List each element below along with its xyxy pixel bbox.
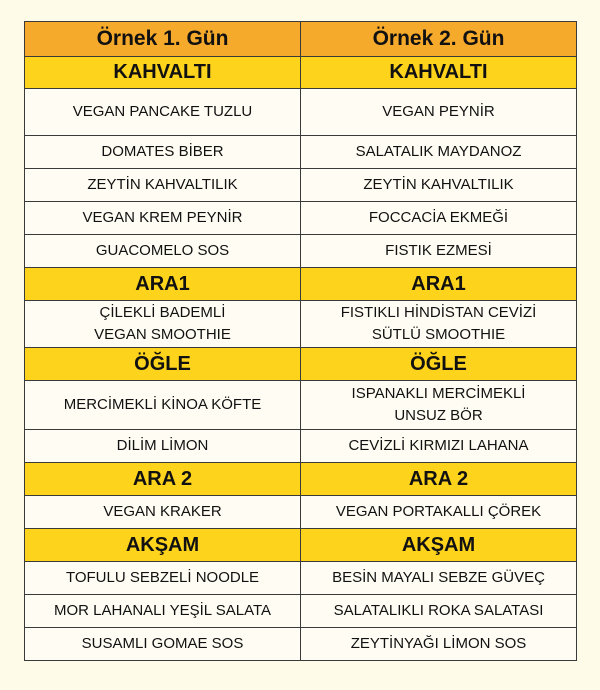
food-item-text: SUSAMLI GOMAE SOS <box>81 635 244 652</box>
food-item-cell <box>25 628 301 661</box>
table-header-row <box>25 22 577 57</box>
food-item-cell <box>25 301 301 348</box>
section-label: ARA 2 <box>408 467 469 490</box>
meal-plan-body <box>25 57 577 661</box>
meal-section-title <box>301 529 577 562</box>
food-item-cell <box>301 562 577 595</box>
food-item-cell <box>301 89 577 136</box>
food-item-row <box>25 89 577 136</box>
food-item-text: DOMATES BİBER <box>101 143 224 160</box>
section-label: ARA 2 <box>132 467 193 490</box>
food-item-cell <box>301 202 577 235</box>
meal-section-row <box>25 529 577 562</box>
food-item-row <box>25 169 577 202</box>
section-label: KAHVALTI <box>113 61 212 83</box>
food-item-cell <box>301 595 577 628</box>
food-item-cell <box>25 235 301 268</box>
meal-section-row <box>25 463 577 496</box>
food-item-row <box>25 562 577 595</box>
section-label: ÖĞLE <box>134 352 191 375</box>
meal-section-title <box>301 348 577 381</box>
food-item-text: SALATALIK MAYDANOZ <box>355 143 522 160</box>
food-item-cell <box>301 136 577 169</box>
meal-section-row <box>25 268 577 301</box>
meal-section-title <box>301 268 577 301</box>
food-item-cell <box>25 595 301 628</box>
meal-plan-table <box>24 21 577 661</box>
food-item-text: TOFULU SEBZELİ NOODLE <box>65 569 260 586</box>
food-item-row <box>25 235 577 268</box>
food-item-text: UNSUZ BÖR <box>394 407 483 424</box>
section-label: KAHVALTI <box>389 61 488 83</box>
food-item-text: VEGAN KREM PEYNİR <box>82 209 243 226</box>
food-item-text: MOR LAHANALI YEŞİL SALATA <box>53 602 272 619</box>
food-item-row <box>25 628 577 661</box>
food-item-text: ZEYTİN KAHVALTILIK <box>363 176 514 193</box>
meal-section-title <box>25 268 301 301</box>
meal-section-row <box>25 57 577 89</box>
food-item-text: CEVİZLİ KIRMIZI LAHANA <box>348 437 529 454</box>
food-item-cell <box>301 628 577 661</box>
food-item-cell <box>25 562 301 595</box>
food-item-text: ZEYTİN KAHVALTILIK <box>87 176 238 193</box>
food-item-row <box>25 381 577 430</box>
day-1-header: Örnek 1. Gün <box>25 22 301 57</box>
food-item-cell <box>301 496 577 529</box>
food-item-cell <box>25 136 301 169</box>
section-label: AKŞAM <box>401 533 476 556</box>
food-item-cell <box>301 381 577 430</box>
section-label: AKŞAM <box>125 533 200 556</box>
food-item-text: DİLİM LİMON <box>116 437 209 454</box>
food-item-text: VEGAN PEYNİR <box>382 103 495 120</box>
food-item-text: GUACOMELO SOS <box>95 242 230 259</box>
food-item-text: SALATALIKLI ROKA SALATASI <box>333 602 544 619</box>
food-item-text: VEGAN PANCAKE TUZLU <box>72 103 253 120</box>
food-item-cell <box>301 169 577 202</box>
meal-section-title <box>25 57 301 89</box>
day-2-header: Örnek 2. Gün <box>301 22 577 57</box>
section-label: ARA1 <box>135 272 190 295</box>
food-item-text: FISTIKLI HİNDİSTAN CEVİZİ <box>340 304 537 321</box>
food-item-text: ISPANAKLI MERCİMEKLİ <box>351 385 526 402</box>
food-item-text: ZEYTİNYAĞI LİMON SOS <box>350 635 527 652</box>
food-item-row <box>25 430 577 463</box>
food-item-cell <box>25 430 301 463</box>
food-item-text: VEGAN SMOOTHIE <box>94 326 231 343</box>
food-item-text: SÜTLÜ SMOOTHIE <box>371 326 506 343</box>
food-item-text: ÇİLEKLİ BADEMLİ <box>99 304 226 321</box>
section-label: ARA1 <box>411 272 466 295</box>
food-item-row <box>25 496 577 529</box>
food-item-row <box>25 202 577 235</box>
food-item-row <box>25 301 577 348</box>
meal-section-title <box>301 57 577 89</box>
food-item-text: VEGAN KRAKER <box>103 503 222 520</box>
food-item-cell <box>25 381 301 430</box>
meal-section-title <box>25 463 301 496</box>
food-item-row <box>25 136 577 169</box>
food-item-cell <box>25 89 301 136</box>
food-item-text: FOCCACİA EKMEĞİ <box>368 209 509 226</box>
meal-section-title <box>25 348 301 381</box>
food-item-text: MERCİMEKLİ KİNOA KÖFTE <box>63 396 262 413</box>
food-item-row <box>25 595 577 628</box>
food-item-cell <box>301 430 577 463</box>
food-item-text: VEGAN PORTAKALLI ÇÖREK <box>335 503 542 520</box>
food-item-text: FISTIK EZMESİ <box>385 242 492 259</box>
food-item-cell <box>301 301 577 348</box>
meal-section-row <box>25 348 577 381</box>
food-item-cell <box>25 202 301 235</box>
meal-section-title <box>301 463 577 496</box>
food-item-text: BESİN MAYALI SEBZE GÜVEÇ <box>332 569 545 586</box>
food-item-cell <box>301 235 577 268</box>
food-item-cell <box>25 496 301 529</box>
food-item-cell <box>25 169 301 202</box>
section-label: ÖĞLE <box>410 352 467 375</box>
meal-section-title <box>25 529 301 562</box>
